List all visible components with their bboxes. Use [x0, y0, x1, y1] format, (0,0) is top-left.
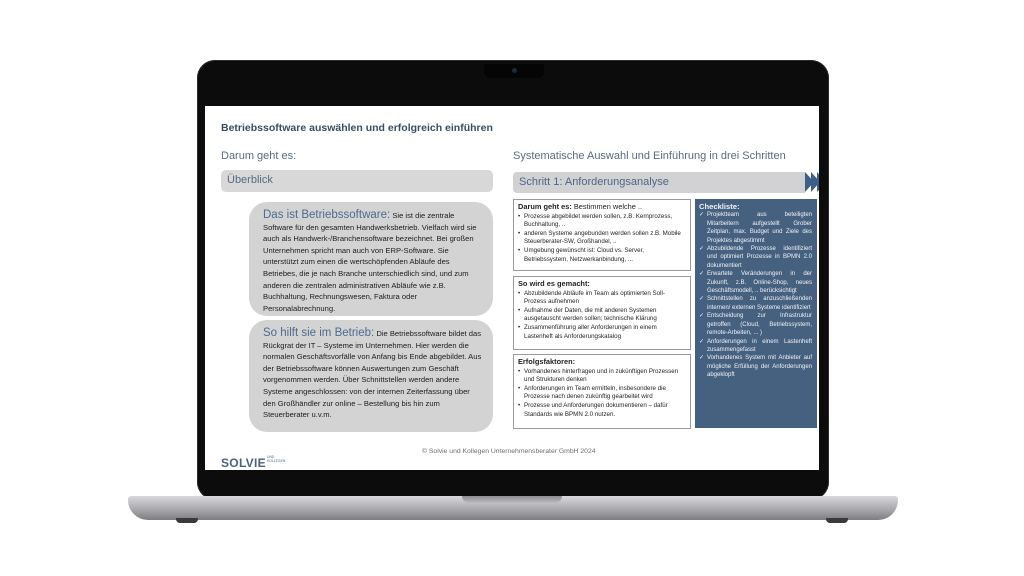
- purpose-heading: Darum geht es:: [518, 202, 572, 211]
- checklist-item: ✓ Abzubildende Prozesse identifiziert und optimiert Prozesse in BPMN 2.0 dokumentiert: [699, 245, 812, 270]
- checklist-item: ✓ Erwartete Veränderungen in der Zukunft, z.B. Online-Shop, neues Geschäftsmodell, .. berücksichtigt: [699, 270, 812, 295]
- step-bar: [513, 172, 815, 193]
- benefit-text: Die Betriebssoftware bildet das Rückgrat der IT – Systeme im Unternehmen. Hier werden die normalen Geschäftsvorfälle von Anfang bis Ende abgebildet. Aus der Betriebssoftware können Auswertungen zum Geschäft vorgenommen werden. Über Schnittstellen werden andere Systeme angeschlossen: von der internen Zeiterfassung über den Großhändler zur online – Bestellung bis hin zum Steuerberater u.v.m.: [263, 329, 482, 420]
- definition-text: Sie ist die zentrale Software für den gesamten Handwerksbetrieb. Vielfach wird sie auch als Handwerk-/Branchensoftware bezeichnet. Bei großen Unternehmen spricht man auch von ERP-Software. Sie unterstützt zum einen die wertschöpfenden Abläufe des Betriebes, die je nach Branche unterschiedlich sind, und zum anderen die zentralen administrativen Abläufe wie z.B. Buchhaltung, Rechnungswesen, Faktura oder Personalabrechnung.: [263, 211, 477, 313]
- slide-title: Betriebssoftware auswählen und erfolgreich einführen: [221, 122, 493, 134]
- laptop-foot: [826, 518, 848, 523]
- method-box: [513, 276, 691, 350]
- step-label: Schritt 1: Anforderungsanalyse: [519, 176, 669, 188]
- definition-lead: Das ist Betriebssoftware:: [263, 209, 391, 221]
- benefit-lead: So hilft sie im Betrieb:: [263, 327, 375, 339]
- success-factors-heading: Erfolgsfaktoren:: [518, 357, 576, 366]
- overview-label: Überblick: [227, 174, 273, 186]
- purpose-box: [513, 199, 691, 271]
- list-item: • Abzubildende Abläufe im Team als optimierten Soll-Prozess aufnehmen: [518, 290, 686, 307]
- checklist-item: ✓ Vorhandenes System mit Anbieter auf mögliche Erfüllung der Anforderungen abgeklopft: [699, 354, 812, 379]
- checklist-panel: [695, 199, 817, 428]
- trackpad-notch: [462, 496, 562, 503]
- camera-notch: [484, 64, 544, 78]
- left-heading: Darum geht es:: [221, 150, 297, 162]
- list-item: • anderen Systeme angebunden werden sollen z.B. Mobile Steuerberater-SW, Großhandel, ..: [518, 230, 686, 247]
- overview-bar: [221, 170, 493, 192]
- list-item: • Prozesse abgebildet werden sollen, z.B. Kernprozess, Buchhaltung, ..: [518, 213, 686, 230]
- copyright-footer: © Solvie und Kollegen Unternehmensberater GmbH 2024: [422, 448, 596, 455]
- success-factors-box: [513, 354, 691, 429]
- method-heading: So wird es gemacht:: [518, 279, 590, 288]
- list-item: • Umgebung gewünscht ist: Cloud vs. Server, Betriebssystem, Netzwerkanbindung, ...: [518, 247, 686, 264]
- laptop-foot: [176, 518, 198, 523]
- right-heading: Systematische Auswahl und Einführung in drei Schritten: [513, 150, 786, 162]
- step-bar-body: [513, 172, 805, 193]
- list-item: • Vorhandenes hinterfragen und in zukünftigen Prozessen und Strukturen denken: [518, 368, 686, 385]
- logo-subtext: UND KOLLEGEN: [267, 455, 286, 463]
- checklist-item: ✓ Schnittstellen zu anzuschließenden internen/ externen Systeme identifiziert: [699, 295, 812, 312]
- checklist-title: Checkliste:: [699, 202, 740, 211]
- checklist-item: ✓ Anforderungen in einem Lastenheft zusammengefasst: [699, 338, 812, 355]
- logo-wordmark: SOLVIE: [221, 456, 266, 470]
- checklist-item: ✓ Entscheidung zur Infrastruktur getroffen (Cloud, Betriebssystem, remote-Arbeiten, ... ): [699, 312, 812, 337]
- presentation-slide: [205, 106, 819, 470]
- list-item: • Zusammenführung aller Anforderungen in einem Lastenheft als Anforderungskatalog: [518, 324, 686, 341]
- list-item: • Aufnahme der Daten, die mit anderen Systemen ausgetauscht werden sollen; technische Klärung: [518, 307, 686, 324]
- chevron-right-icon: [817, 172, 819, 192]
- benefit-box: [249, 320, 493, 432]
- definition-box: [249, 202, 493, 316]
- checklist-item: ✓ Projektteam aus beteiligten Mitarbeitern aufgestellt Grober Zeitplan, max. Budget und Ziele des Projektes abgestimmt: [699, 211, 812, 245]
- purpose-heading-rest: Bestimmen welche ..: [571, 202, 643, 211]
- camera-icon: [512, 68, 517, 73]
- list-item: • Anforderungen im Team ermitteln, insbesondere die Prozesse nach denen zukünftig gearbeitet wird: [518, 385, 686, 402]
- list-item: • Prozesse und Anforderungen dokumentieren – dafür Standards wie BPMN 2.0 nutzen.: [518, 402, 686, 419]
- company-logo: [221, 454, 286, 470]
